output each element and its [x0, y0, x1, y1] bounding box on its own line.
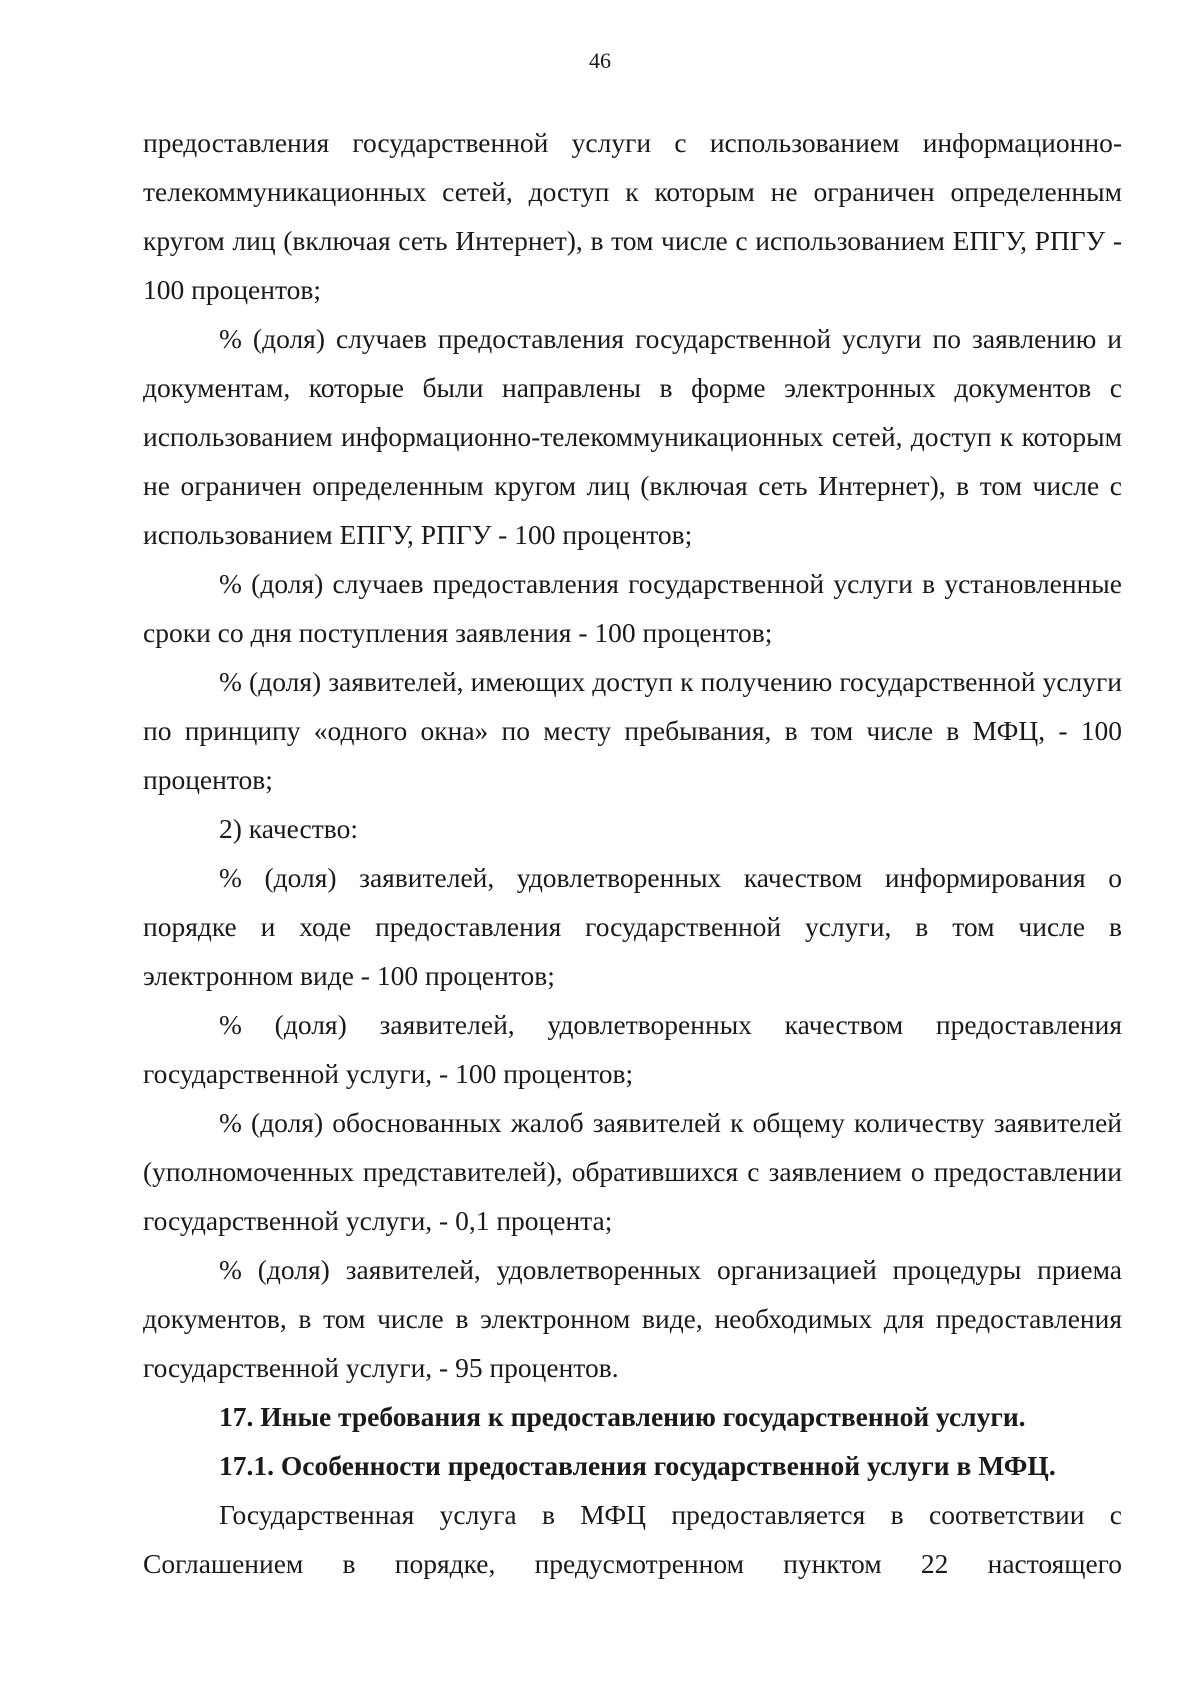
paragraph-service-quality: % (доля) заявителей, удовлетворенных качеством предоставления государственной услуги, - 100 процентов; — [143, 1009, 1122, 1089]
document-body — [143, 118, 1122, 1588]
paragraph-continuation: предоставления государственной услуги с использованием информационно-телекоммуникационных сетей, доступ к которым не ограничен определенным кругом лиц (включая сеть Интернет), в том числе с использованием ЕПГУ, РПГУ - 100 процентов; — [143, 127, 1122, 305]
section-heading-17-1: 17.1. Особенности предоставления государственной услуги в МФЦ. — [219, 1450, 1056, 1481]
paragraph-informing-quality: % (доля) заявителей, удовлетворенных качеством информирования о порядке и ходе предоставления государственной услуги, в том числе в электронном виде - 100 процентов; — [143, 862, 1122, 991]
paragraph-complaints: % (доля) обоснованных жалоб заявителей к общему количеству заявителей (уполномоченных представителей), обратившихся с заявлением о предоставлении государственной услуги, - 0,1 процента; — [143, 1107, 1122, 1236]
paragraph-quality-label: 2) качество: — [219, 813, 358, 844]
paragraph-deadlines: % (доля) случаев предоставления государственной услуги в установленные сроки со дня поступления заявления - 100 процентов; — [143, 568, 1122, 648]
page-number: 46 — [589, 48, 611, 73]
paragraph-electronic-documents: % (доля) случаев предоставления государственной услуги по заявлению и документам, которые были направлены в форме электронных документов с использованием информационно-телекоммуникационных сетей, доступ к которым не ограничен определенным кругом лиц (включая сеть Интернет), в том числе с использованием ЕПГУ, РПГУ - 100 процентов; — [143, 323, 1122, 550]
paragraph-reception-procedure: % (доля) заявителей, удовлетворенных организацией процедуры приема документов, в том числе в электронном виде, необходимых для предоставления государственной услуги, - 95 процентов. — [143, 1254, 1122, 1383]
paragraph-mfc-provision: Государственная услуга в МФЦ предоставляется в соответствии с Соглашением в порядке, предусмотренном пунктом 22 настоящего — [143, 1499, 1122, 1579]
section-heading-17: 17. Иные требования к предоставлению государственной услуги. — [219, 1401, 1026, 1432]
paragraph-one-window: % (доля) заявителей, имеющих доступ к получению государственной услуги по принципу «одного окна» по месту пребывания, в том числе в МФЦ, - 100 процентов; — [143, 666, 1122, 795]
